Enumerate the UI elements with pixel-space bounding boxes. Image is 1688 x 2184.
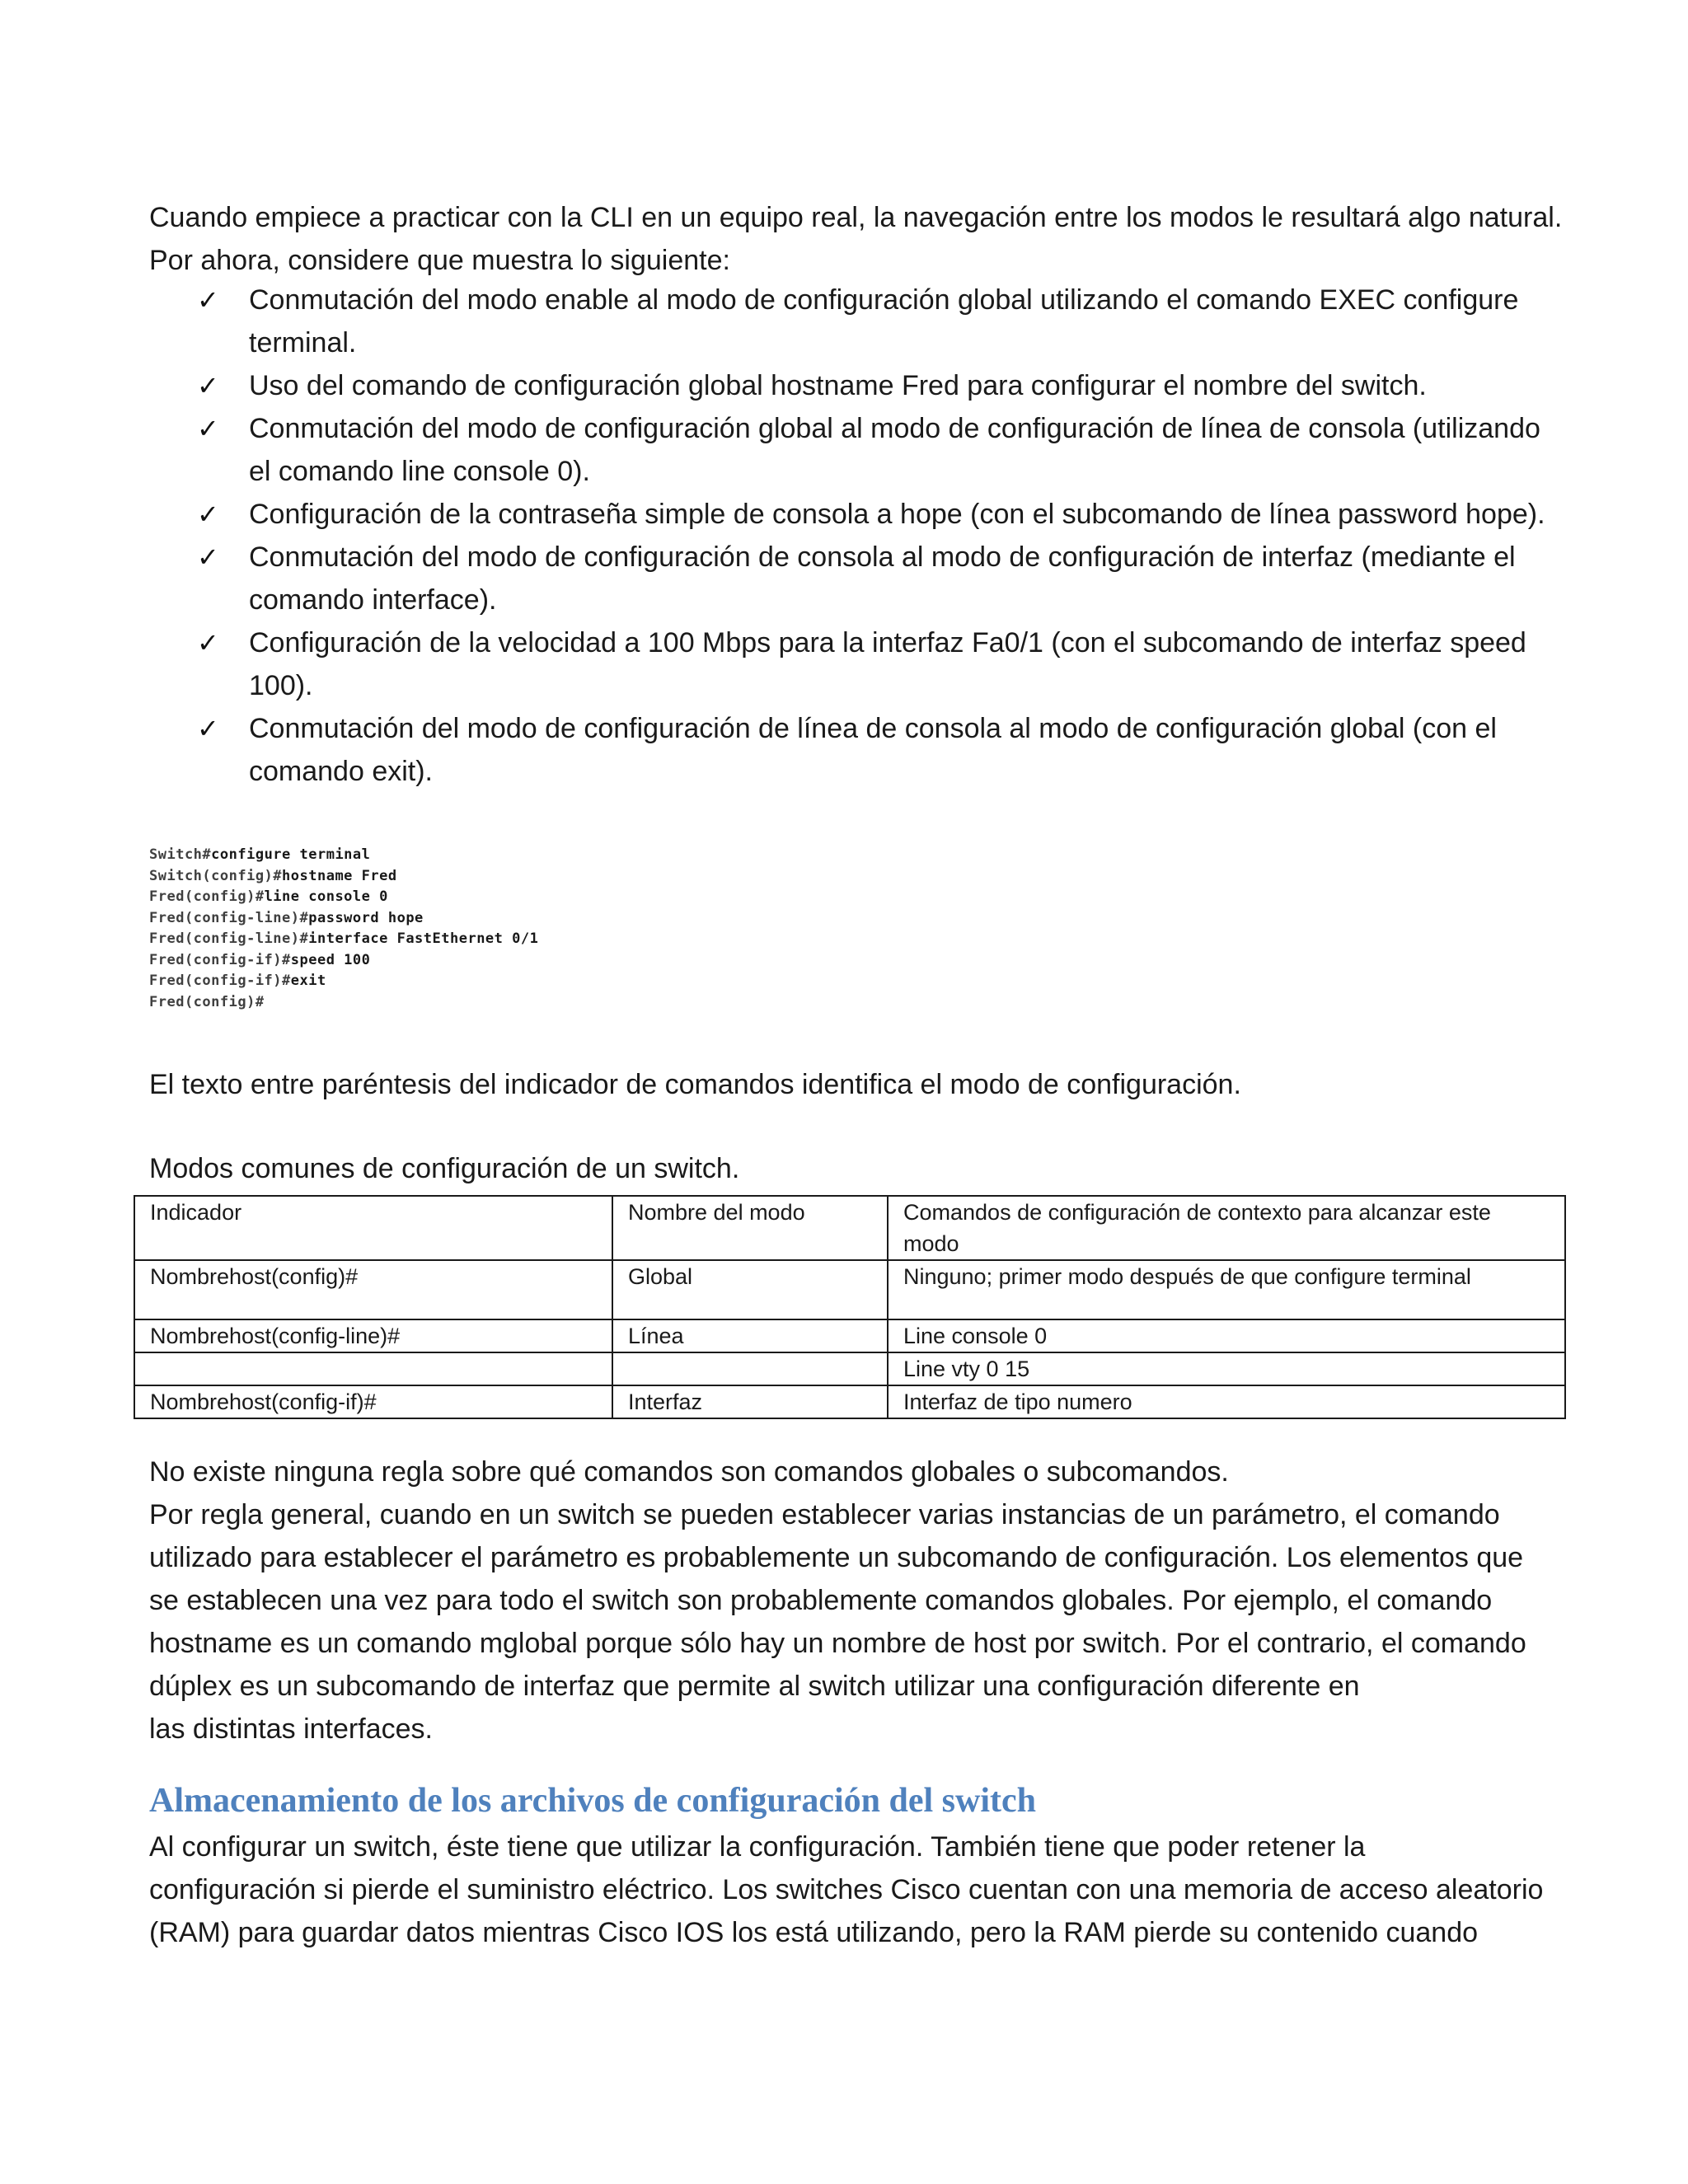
checklist-item — [149, 621, 1567, 707]
cli-prompt: Fred(config-if)# — [149, 972, 291, 989]
checklist-item-text: Uso del comando de configuración global hostname Fred para configurar el nombre del switch. — [249, 370, 1427, 401]
cli-command: line console 0 — [264, 888, 388, 905]
cli-prompt: Fred(config-if)# — [149, 951, 291, 968]
checklist-item-text: Conmutación del modo de configuración global al modo de configuración de línea de consola (utilizando el comando line console 0). — [249, 413, 1540, 487]
cli-command: password hope — [308, 909, 424, 926]
cli-prompt: Fred(config)# — [149, 888, 265, 905]
table-cell: Ninguno; primer modo después de que configure terminal — [888, 1260, 1565, 1319]
cli-line — [149, 929, 578, 950]
body-line: las distintas interfaces. — [149, 1713, 433, 1745]
cli-command: configure terminal — [211, 846, 371, 863]
table-cell: Nombrehost(config-line)# — [134, 1319, 612, 1352]
table-cell — [134, 1352, 612, 1385]
table-caption: Modos comunes de configuración de un switch. — [149, 1153, 740, 1184]
checkmark-icon: ✓ — [197, 499, 219, 530]
checklist — [149, 279, 1567, 793]
section-line: Al configurar un switch, éste tiene que utilizar la configuración. También tiene que poder retener la — [149, 1831, 1366, 1863]
checklist-item — [149, 279, 1567, 364]
checklist-item-text: Conmutación del modo enable al modo de configuración global utilizando el comando EXEC configure terminal. — [249, 284, 1519, 359]
section-line: configuración si pierde el suministro eléctrico. Los switches Cisco cuentan con una memoria de acceso aleatorio — [149, 1874, 1544, 1905]
table-cell: Line vty 0 15 — [888, 1352, 1565, 1385]
cli-line — [149, 950, 578, 972]
table-header-cell: Comandos de configuración de contexto para alcanzar este modo — [888, 1196, 1565, 1260]
checkmark-icon: ✓ — [197, 370, 219, 401]
cli-command: interface FastEthernet 0/1 — [308, 930, 539, 947]
checklist-item — [149, 407, 1567, 493]
checkmark-icon: ✓ — [197, 284, 219, 316]
checklist-item-text: Conmutación del modo de configuración de consola al modo de configuración de interfaz (mediante el comando interface). — [249, 541, 1516, 616]
checkmark-icon: ✓ — [197, 627, 219, 658]
checklist-item-text: Configuración de la velocidad a 100 Mbps para la interfaz Fa0/1 (con el subcomando de interfaz speed 100). — [249, 627, 1526, 701]
body-line: hostname es un comando mglobal porque sólo hay un nombre de host por switch. Por el contrario, el comando — [149, 1628, 1526, 1659]
table-cell — [612, 1352, 888, 1385]
table-header-cell: Indicador — [134, 1196, 612, 1260]
table-cell: Nombrehost(config-if)# — [134, 1385, 612, 1418]
section-heading: Almacenamiento de los archivos de configuración del switch — [149, 1782, 1037, 1820]
cli-prompt: Fred(config)# — [149, 993, 265, 1010]
cli-command: exit — [290, 972, 326, 989]
table-cell: Línea — [612, 1319, 888, 1352]
body-line: se establecen una vez para todo el switch son probablemente comandos globales. Por ejemplo, el comando — [149, 1585, 1493, 1616]
modes-table — [134, 1195, 1566, 1419]
checklist-item-text: Conmutación del modo de configuración de línea de consola al modo de configuración global (con el comando exit). — [249, 713, 1497, 787]
table-row — [134, 1260, 1565, 1319]
checkmark-icon: ✓ — [197, 413, 219, 444]
checklist-item — [149, 364, 1567, 407]
cli-prompt: Fred(config-line)# — [149, 909, 309, 926]
table-header-row — [134, 1196, 1565, 1260]
section-line: (RAM) para guardar datos mientras Cisco IOS los está utilizando, pero la RAM pierde su contenido cuando — [149, 1917, 1479, 1948]
cli-command: speed 100 — [290, 951, 371, 968]
intro-line-2: Por ahora, considere que muestra lo siguiente: — [149, 245, 730, 276]
checklist-item — [149, 707, 1567, 793]
table-row — [134, 1352, 1565, 1385]
cli-line — [149, 845, 578, 866]
intro-line-1: Cuando empiece a practicar con la CLI en un equipo real, la navegación entre los modos le resultará algo natural. — [149, 202, 1563, 233]
cli-line — [149, 866, 578, 888]
body-line: No existe ninguna regla sobre qué comandos son comandos globales o subcomandos. — [149, 1456, 1229, 1488]
cli-line — [149, 908, 578, 930]
cli-line — [149, 971, 578, 992]
table-header-cell: Nombre del modo — [612, 1196, 888, 1260]
cli-prompt: Switch(config)# — [149, 867, 283, 884]
cli-prompt: Fred(config-line)# — [149, 930, 309, 947]
checklist-item — [149, 493, 1567, 536]
table-cell: Interfaz — [612, 1385, 888, 1418]
table-row — [134, 1385, 1565, 1418]
table-cell: Global — [612, 1260, 888, 1319]
cli-transcript — [149, 845, 578, 1013]
table-cell: Interfaz de tipo numero — [888, 1385, 1565, 1418]
cli-prompt: Switch# — [149, 846, 212, 863]
checkmark-icon: ✓ — [197, 541, 219, 573]
cli-command: hostname Fred — [282, 867, 397, 884]
table-row — [134, 1319, 1565, 1352]
checkmark-icon: ✓ — [197, 713, 219, 744]
table-cell: Nombrehost(config)# — [134, 1260, 612, 1319]
body-line: dúplex es un subcomando de interfaz que permite al switch utilizar una configuración diferente en — [149, 1671, 1360, 1702]
checklist-item — [149, 536, 1567, 621]
cli-line — [149, 887, 578, 908]
table-cell: Line console 0 — [888, 1319, 1565, 1352]
body-line: Por regla general, cuando en un switch se pueden establecer varias instancias de un parámetro, el comando — [149, 1499, 1500, 1530]
checklist-item-text: Configuración de la contraseña simple de consola a hope (con el subcomando de línea password hope). — [249, 499, 1545, 530]
prompt-note: El texto entre paréntesis del indicador de comandos identifica el modo de configuración. — [149, 1069, 1241, 1100]
body-line: utilizado para establecer el parámetro es probablemente un subcomando de configuración. Los elementos que — [149, 1542, 1524, 1573]
cli-line — [149, 992, 578, 1014]
